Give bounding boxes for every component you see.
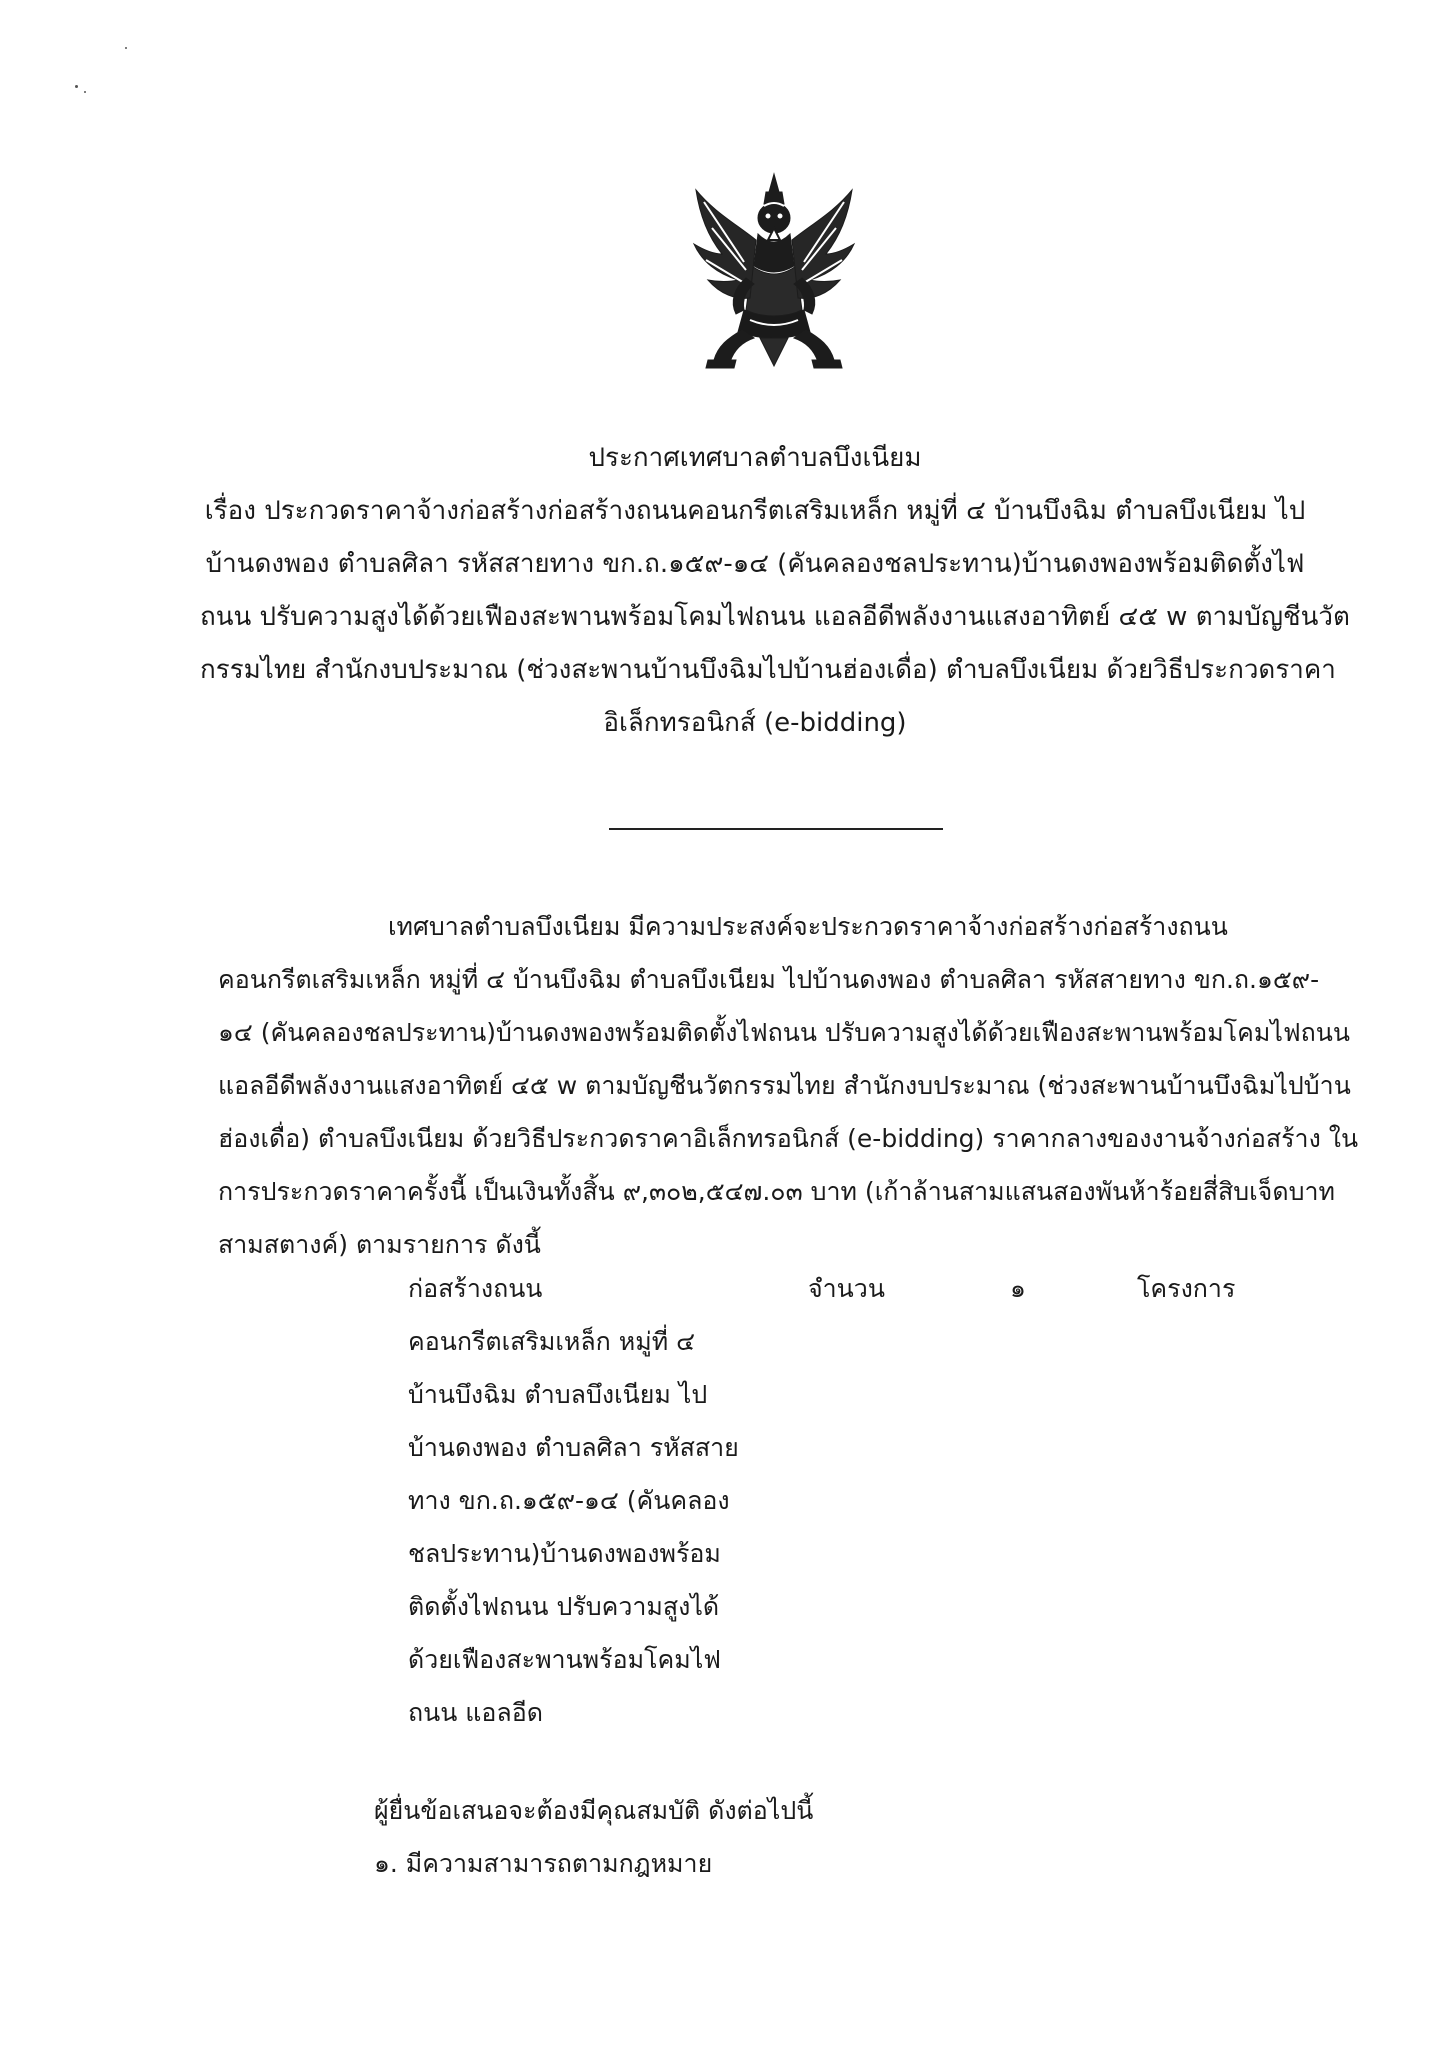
scan-speck	[75, 85, 78, 88]
announcement-header	[200, 432, 1350, 750]
garuda-emblem-icon	[684, 170, 864, 370]
item-line: ติดตั้งไฟถนน ปรับความสูงได้	[408, 1592, 720, 1621]
quantity-unit: โครงการ	[1137, 1274, 1236, 1303]
item-line: ชลประทาน)บ้านดงพองพร้อม	[408, 1539, 721, 1568]
item-line: ทาง ขก.ถ.๑๕๙-๑๔ (คันคลอง	[408, 1486, 730, 1515]
item-description	[408, 1262, 808, 1739]
subject-line: กรรมไทย สำนักงบประมาณ (ช่วงสะพานบ้านบึงฉิมไปบ้านฮ่องเดื่อ) ตำบลบึงเนียม ด้วยวิธีประกวดราคา	[200, 655, 1336, 685]
quantity-value: ๑	[1010, 1274, 1026, 1303]
paragraph-line: แอลอีดีพลังงานแสงอาทิตย์ ๔๕ w ตามบัญชีนวัตกรรมไทย สำนักงบประมาณ (ช่วงสะพานบ้านบึงฉิมไปบ้าน	[218, 1071, 1351, 1100]
subject-line: บ้านดงพอง ตำบลศิลา รหัสสายทาง ขก.ถ.๑๕๙-๑๔ (คันคลองชลประทาน)บ้านดงพองพร้อมติดตั้งไฟ	[205, 549, 1305, 579]
paragraph-line: การประกวดราคาครั้งนี้ เป็นเงินทั้งสิ้น ๙,๓๐๒,๕๔๗.๐๓ บาท (เก้าล้านสามแสนสองพันห้าร้อยสี่สิบเจ็ดบาท	[218, 1177, 1335, 1206]
item-line: คอนกรีตเสริมเหล็ก หมู่ที่ ๔	[408, 1327, 696, 1356]
subject-line: อิเล็กทรอนิกส์ (e-bidding)	[603, 708, 907, 738]
item-line: ก่อสร้างถนน	[408, 1274, 543, 1303]
qualifications-intro: ผู้ยื่นข้อเสนอจะต้องมีคุณสมบัติ ดังต่อไปนี้	[374, 1796, 814, 1825]
scan-speck	[84, 91, 86, 93]
quantity-label: จำนวน	[808, 1274, 885, 1303]
body-paragraph	[218, 900, 1359, 1271]
item-line: บ้านบึงฉิม ตำบลบึงเนียม ไป	[408, 1380, 708, 1409]
scan-speck	[125, 47, 127, 49]
paragraph-line: ๑๔ (คันคลองชลประทาน)บ้านดงพองพร้อมติดตั้งไฟถนน ปรับความสูงได้ด้วยเฟืองสะพานพร้อมโคมไฟถนน	[218, 1018, 1350, 1047]
item-line: ด้วยเฟืองสะพานพร้อมโคมไฟ	[408, 1645, 721, 1674]
item-line: บ้านดงพอง ตำบลศิลา รหัสสาย	[408, 1433, 739, 1462]
qualifications-section	[374, 1784, 1274, 1890]
paragraph-line: คอนกรีตเสริมเหล็ก หมู่ที่ ๔ บ้านบึงฉิม ตำบลบึงเนียม ไปบ้านดงพอง ตำบลศิลา รหัสสายทาง ขก.ถ.๑๕๙-	[218, 965, 1320, 994]
paragraph-line: ฮ่องเดื่อ) ตำบลบึงเนียม ด้วยวิธีประกวดราคาอิเล็กทรอนิกส์ (e-bidding) ราคากลางของงานจ้างก่อสร้าง ใน	[218, 1124, 1359, 1153]
subject-line: ถนน ปรับความสูงได้ด้วยเฟืองสะพานพร้อมโคมไฟถนน แอลอีดีพลังงานแสงอาทิตย์ ๔๕ w ตามบัญชีนวัต	[200, 602, 1350, 632]
header-divider	[609, 828, 943, 830]
announcement-title: ประกาศเทศบาลตำบลบึงเนียม	[588, 443, 922, 473]
paragraph-line: เทศบาลตำบลบึงเนียม มีความประสงค์จะประกวดราคาจ้างก่อสร้างก่อสร้างถนน	[388, 912, 1228, 941]
subject-line: เรื่อง ประกวดราคาจ้างก่อสร้างก่อสร้างถนนคอนกรีตเสริมเหล็ก หมู่ที่ ๔ บ้านบึงฉิม ตำบลบึงเนียม ไป	[204, 496, 1306, 526]
paragraph-line: สามสตางค์) ตามรายการ ดังนี้	[218, 1230, 541, 1259]
qualification-item: ๑. มีความสามารถตามกฎหมาย	[374, 1849, 713, 1878]
item-line: ถนน แอลอีด	[408, 1698, 543, 1727]
